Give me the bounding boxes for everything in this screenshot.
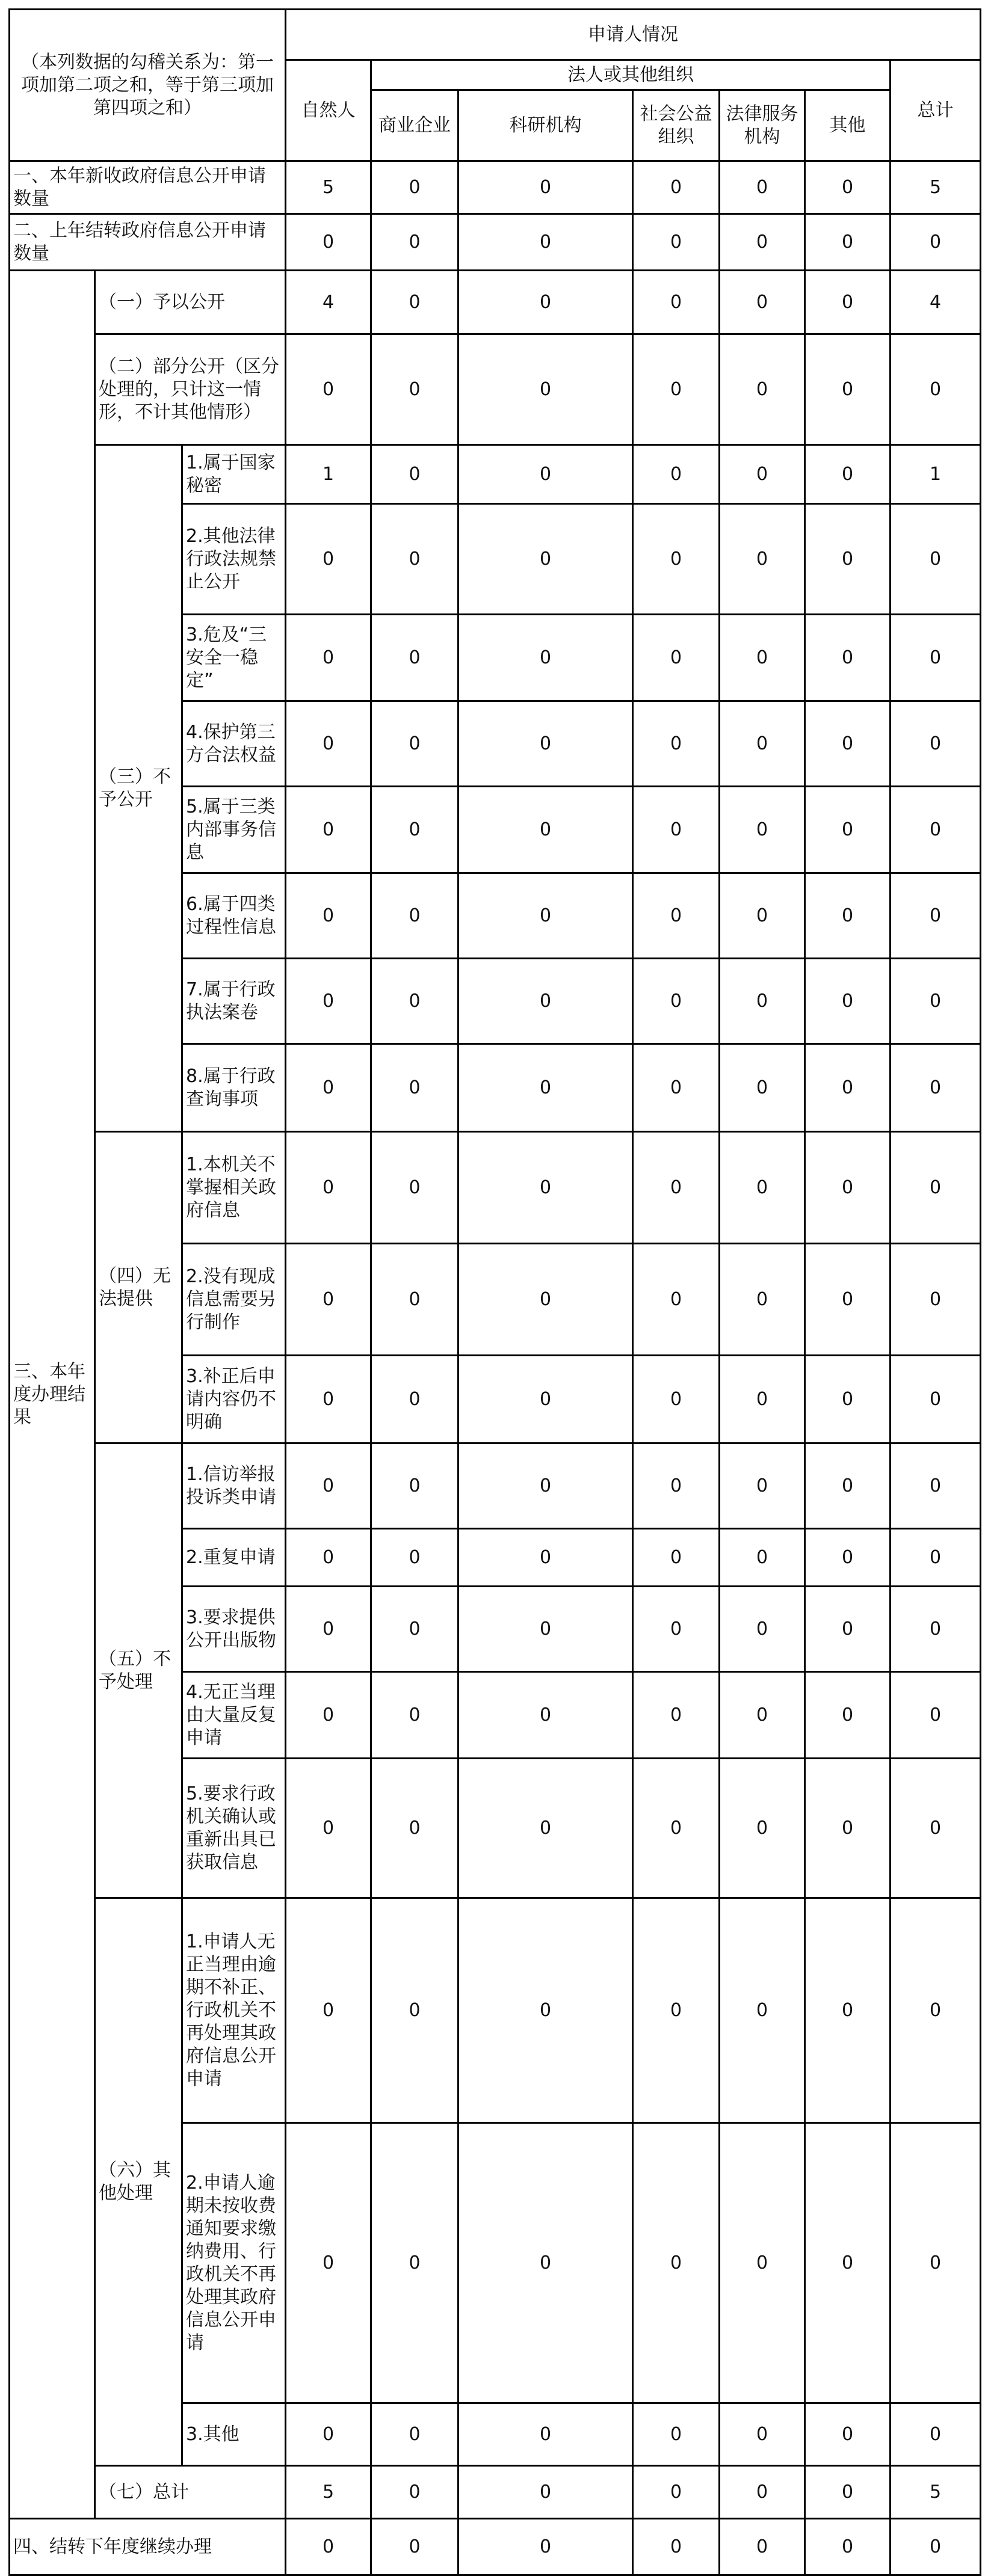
other-value: 0	[805, 1759, 891, 1898]
business-value: 0	[371, 1132, 458, 1244]
natural-person-value: 0	[286, 1132, 371, 1244]
legal-service-value: 0	[720, 701, 805, 787]
natural-person-value: 5	[286, 2466, 371, 2519]
research-value: 0	[458, 1587, 633, 1672]
not-held-label: 1.本机关不掌握相关政府信息	[182, 1132, 286, 1244]
other-value: 0	[805, 445, 891, 504]
total-value: 0	[891, 701, 981, 787]
other-value: 0	[805, 334, 891, 445]
business-value: 0	[371, 1529, 458, 1587]
business-value: 0	[371, 161, 458, 214]
total-value: 0	[891, 1132, 981, 1244]
research-value: 0	[458, 2123, 633, 2403]
other-value: 0	[805, 1587, 891, 1672]
social-welfare-value: 0	[633, 161, 720, 214]
research-value: 0	[458, 2466, 633, 2519]
corner-note: （本列数据的勾稽关系为：第一项加第二项之和，等于第三项加第四项之和）	[10, 10, 286, 161]
social-welfare-value: 0	[633, 701, 720, 787]
withheld-group-label: （三）不予公开	[95, 445, 182, 1132]
other-value: 0	[805, 2519, 891, 2575]
disclosed-label: （一）予以公开	[95, 271, 286, 334]
research-value: 0	[458, 1132, 633, 1244]
research-value: 0	[458, 2403, 633, 2466]
natural-person-value: 0	[286, 214, 371, 271]
applicant-situation-header: 申请人情况	[286, 10, 981, 60]
three-safety-label: 3.危及“三安全一稳定”	[182, 615, 286, 701]
natural-person-value: 0	[286, 787, 371, 873]
abusive-label: 4.无正当理由大量反复申请	[182, 1672, 286, 1759]
other-value: 0	[805, 1672, 891, 1759]
total-value: 0	[891, 1356, 981, 1443]
other-header: 其他	[805, 90, 891, 161]
internal-affairs-label: 5.属于三类内部事务信息	[182, 787, 286, 873]
other-value: 0	[805, 504, 891, 615]
legal-service-value: 0	[720, 1587, 805, 1672]
unclear-content-label: 3.补正后申请内容仍不明确	[182, 1356, 286, 1443]
legal-service-value: 0	[720, 2519, 805, 2575]
legal-service-value: 0	[720, 1132, 805, 1244]
legal-service-value: 0	[720, 445, 805, 504]
table-row	[10, 214, 981, 271]
legal-service-value: 0	[720, 504, 805, 615]
other-value: 0	[805, 161, 891, 214]
legal-service-value: 0	[720, 334, 805, 445]
other-value: 0	[805, 1044, 891, 1132]
legal-service-value: 0	[720, 1244, 805, 1356]
social-welfare-value: 0	[633, 504, 720, 615]
total-value: 0	[891, 2519, 981, 2575]
table-row	[10, 334, 981, 445]
disclosure-statistics-table	[8, 8, 981, 2576]
legal-service-value: 0	[720, 1044, 805, 1132]
natural-person-value: 0	[286, 1443, 371, 1529]
social-welfare-value: 0	[633, 1044, 720, 1132]
research-value: 0	[458, 161, 633, 214]
research-value: 0	[458, 1356, 633, 1443]
unavailable-group-label: （四）无法提供	[95, 1132, 182, 1443]
total-value: 1	[891, 445, 981, 504]
social-welfare-value: 0	[633, 1244, 720, 1356]
business-value: 0	[371, 445, 458, 504]
carried-over-label: 二、上年结转政府信息公开申请数量	[10, 214, 286, 271]
business-value: 0	[371, 1244, 458, 1356]
social-welfare-value: 0	[633, 1443, 720, 1529]
reconfirm-label: 5.要求行政机关确认或重新出具已获取信息	[182, 1759, 286, 1898]
research-value: 0	[458, 615, 633, 701]
legal-service-value: 0	[720, 615, 805, 701]
business-value: 0	[371, 1587, 458, 1672]
other-value: 0	[805, 1443, 891, 1529]
other-value: 0	[805, 271, 891, 334]
total-value: 0	[891, 2403, 981, 2466]
other-value: 0	[805, 701, 891, 787]
research-value: 0	[458, 1898, 633, 2123]
total-value: 0	[891, 2123, 981, 2403]
table-row	[10, 1443, 981, 1529]
research-value: 0	[458, 701, 633, 787]
query-matters-label: 8.属于行政查询事项	[182, 1044, 286, 1132]
business-value: 0	[371, 2123, 458, 2403]
social-welfare-value: 0	[633, 1356, 720, 1443]
legal-service-value: 0	[720, 271, 805, 334]
third-party-label: 4.保护第三方合法权益	[182, 701, 286, 787]
social-welfare-header: 社会公益组织	[633, 90, 720, 161]
legal-service-value: 0	[720, 1443, 805, 1529]
total-value: 0	[891, 873, 981, 959]
social-welfare-value: 0	[633, 787, 720, 873]
research-value: 0	[458, 1529, 633, 1587]
unpaid-fee-label: 2.申请人逾期未按收费通知要求缴纳费用、行政机关不再处理其政府信息公开申请	[182, 2123, 286, 2403]
business-value: 0	[371, 701, 458, 787]
research-value: 0	[458, 1672, 633, 1759]
social-welfare-value: 0	[633, 959, 720, 1044]
law-enforcement-label: 7.属于行政执法案卷	[182, 959, 286, 1044]
natural-person-value: 5	[286, 161, 371, 214]
table-row	[10, 2519, 981, 2575]
total-value: 0	[891, 1587, 981, 1672]
other-value: 0	[805, 1898, 891, 2123]
legal-service-value: 0	[720, 161, 805, 214]
total-value: 0	[891, 1044, 981, 1132]
no-supplement-label: 1.申请人无正当理由逾期不补正、行政机关不再处理其政府信息公开申请	[182, 1898, 286, 2123]
business-value: 0	[371, 959, 458, 1044]
total-value: 0	[891, 615, 981, 701]
natural-person-header: 自然人	[286, 60, 371, 161]
social-welfare-value: 0	[633, 334, 720, 445]
legal-service-value: 0	[720, 1529, 805, 1587]
social-welfare-value: 0	[633, 1132, 720, 1244]
natural-person-value: 0	[286, 1759, 371, 1898]
business-value: 0	[371, 1672, 458, 1759]
natural-person-value: 0	[286, 504, 371, 615]
legal-service-value: 0	[720, 873, 805, 959]
table-row	[10, 161, 981, 214]
natural-person-value: 0	[286, 1672, 371, 1759]
publication-label: 3.要求提供公开出版物	[182, 1587, 286, 1672]
other-value: 0	[805, 2403, 891, 2466]
table-row	[10, 271, 981, 334]
total-value: 0	[891, 334, 981, 445]
social-welfare-value: 0	[633, 214, 720, 271]
natural-person-value: 0	[286, 1244, 371, 1356]
other-value: 0	[805, 214, 891, 271]
legal-service-value: 0	[720, 959, 805, 1044]
natural-person-value: 0	[286, 1356, 371, 1443]
natural-person-value: 0	[286, 959, 371, 1044]
natural-person-value: 4	[286, 271, 371, 334]
table-body	[10, 10, 981, 2575]
total-header: 总计	[891, 60, 981, 161]
total-value: 0	[891, 1759, 981, 1898]
natural-person-value: 1	[286, 445, 371, 504]
social-welfare-value: 0	[633, 873, 720, 959]
research-header: 科研机构	[458, 90, 633, 161]
social-welfare-value: 0	[633, 1587, 720, 1672]
other-value: 0	[805, 873, 891, 959]
social-welfare-value: 0	[633, 2403, 720, 2466]
legal-service-value: 0	[720, 2123, 805, 2403]
business-value: 0	[371, 271, 458, 334]
business-value: 0	[371, 1044, 458, 1132]
natural-person-value: 0	[286, 1587, 371, 1672]
research-value: 0	[458, 1759, 633, 1898]
total-value: 0	[891, 504, 981, 615]
business-value: 0	[371, 1898, 458, 2123]
total-value: 5	[891, 2466, 981, 2519]
research-value: 0	[458, 1244, 633, 1356]
social-welfare-value: 0	[633, 2123, 720, 2403]
other-value: 0	[805, 1132, 891, 1244]
natural-person-value: 0	[286, 1044, 371, 1132]
social-welfare-value: 0	[633, 1759, 720, 1898]
social-welfare-value: 0	[633, 445, 720, 504]
other-handling-label: 3.其他	[182, 2403, 286, 2466]
total-value: 0	[891, 959, 981, 1044]
total-value: 4	[891, 271, 981, 334]
other-value: 0	[805, 2466, 891, 2519]
total-value: 0	[891, 1443, 981, 1529]
research-value: 0	[458, 504, 633, 615]
table-row	[10, 2466, 981, 2519]
legal-service-value: 0	[720, 2466, 805, 2519]
natural-person-value: 0	[286, 873, 371, 959]
total-value: 0	[891, 1672, 981, 1759]
petition-label: 1.信访举报投诉类申请	[182, 1443, 286, 1529]
research-value: 0	[458, 334, 633, 445]
legally-prohibited-label: 2.其他法律行政法规禁止公开	[182, 504, 286, 615]
research-value: 0	[458, 2519, 633, 2575]
state-secret-label: 1.属于国家秘密	[182, 445, 286, 504]
business-value: 0	[371, 1443, 458, 1529]
repeated-label: 2.重复申请	[182, 1529, 286, 1587]
research-value: 0	[458, 787, 633, 873]
other-handling-group-label: （六）其他处理	[95, 1898, 182, 2466]
other-value: 0	[805, 1356, 891, 1443]
section-three-label: 三、本年度办理结果	[10, 271, 95, 2519]
other-value: 0	[805, 1529, 891, 1587]
total-value: 5	[891, 161, 981, 214]
research-value: 0	[458, 959, 633, 1044]
legal-service-value: 0	[720, 2403, 805, 2466]
grand-total-label: （七）总计	[95, 2466, 286, 2519]
partial-disclosed-label: （二）部分公开（区分处理的，只计这一情形，不计其他情形）	[95, 334, 286, 445]
business-value: 0	[371, 334, 458, 445]
natural-person-value: 0	[286, 1529, 371, 1587]
legal-service-value: 0	[720, 1356, 805, 1443]
natural-person-value: 0	[286, 1898, 371, 2123]
natural-person-value: 0	[286, 615, 371, 701]
legal-service-value: 0	[720, 214, 805, 271]
table-row	[10, 1898, 981, 2123]
legal-service-header: 法律服务机构	[720, 90, 805, 161]
legal-service-value: 0	[720, 1672, 805, 1759]
social-welfare-value: 0	[633, 2519, 720, 2575]
business-value: 0	[371, 504, 458, 615]
other-value: 0	[805, 959, 891, 1044]
research-value: 0	[458, 873, 633, 959]
total-value: 0	[891, 1244, 981, 1356]
social-welfare-value: 0	[633, 615, 720, 701]
table-row	[10, 445, 981, 504]
other-value: 0	[805, 2123, 891, 2403]
other-value: 0	[805, 1244, 891, 1356]
business-value: 0	[371, 1356, 458, 1443]
natural-person-value: 0	[286, 2123, 371, 2403]
business-value: 0	[371, 1759, 458, 1898]
legal-service-value: 0	[720, 1898, 805, 2123]
business-value: 0	[371, 214, 458, 271]
social-welfare-value: 0	[633, 271, 720, 334]
natural-person-value: 0	[286, 2519, 371, 2575]
research-value: 0	[458, 214, 633, 271]
other-value: 0	[805, 787, 891, 873]
table-row	[10, 1132, 981, 1244]
legal-service-value: 0	[720, 1759, 805, 1898]
social-welfare-value: 0	[633, 1898, 720, 2123]
not-processed-group-label: （五）不予处理	[95, 1443, 182, 1898]
business-value: 0	[371, 2403, 458, 2466]
new-applications-label: 一、本年新收政府信息公开申请数量	[10, 161, 286, 214]
business-value: 0	[371, 2466, 458, 2519]
social-welfare-value: 0	[633, 1672, 720, 1759]
business-header: 商业企业	[371, 90, 458, 161]
legal-group-header: 法人或其他组织	[371, 60, 891, 90]
business-value: 0	[371, 787, 458, 873]
business-value: 0	[371, 2519, 458, 2575]
research-value: 0	[458, 1443, 633, 1529]
social-welfare-value: 0	[633, 2466, 720, 2519]
business-value: 0	[371, 615, 458, 701]
business-value: 0	[371, 873, 458, 959]
research-value: 0	[458, 445, 633, 504]
carry-forward-label: 四、结转下年度继续办理	[10, 2519, 286, 2575]
natural-person-value: 0	[286, 334, 371, 445]
natural-person-value: 0	[286, 701, 371, 787]
legal-service-value: 0	[720, 787, 805, 873]
other-value: 0	[805, 615, 891, 701]
no-ready-info-label: 2.没有现成信息需要另行制作	[182, 1244, 286, 1356]
total-value: 0	[891, 214, 981, 271]
research-value: 0	[458, 271, 633, 334]
social-welfare-value: 0	[633, 1529, 720, 1587]
natural-person-value: 0	[286, 2403, 371, 2466]
total-value: 0	[891, 787, 981, 873]
total-value: 0	[891, 1529, 981, 1587]
research-value: 0	[458, 1044, 633, 1132]
process-info-label: 6.属于四类过程性信息	[182, 873, 286, 959]
total-value: 0	[891, 1898, 981, 2123]
